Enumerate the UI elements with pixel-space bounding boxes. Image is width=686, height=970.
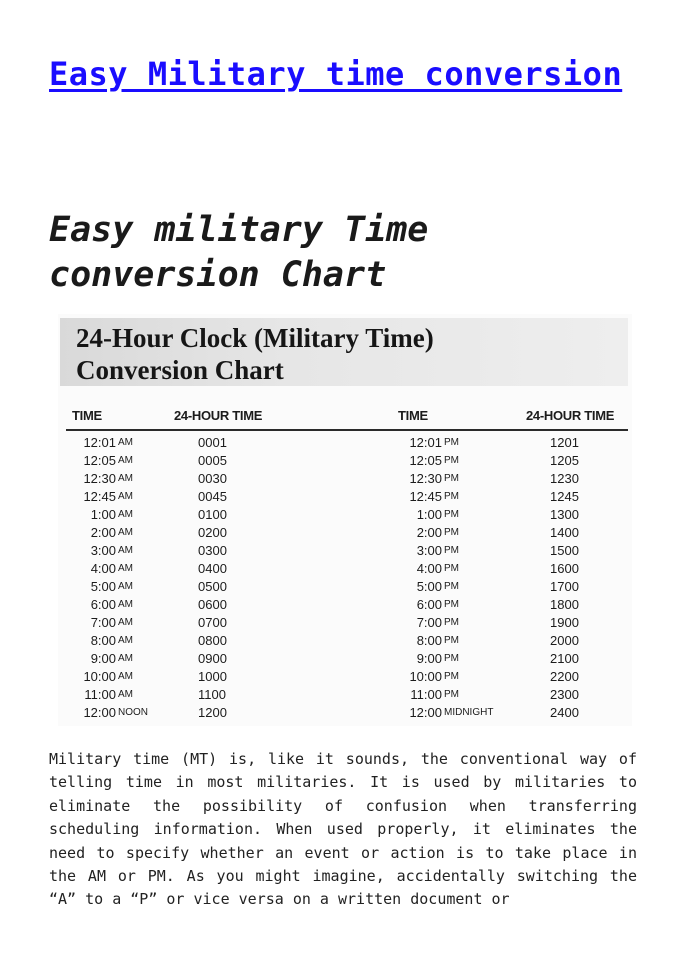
suffix-right: PM xyxy=(444,635,459,646)
military-left: 0700 xyxy=(198,615,227,630)
military-left: 0800 xyxy=(198,633,227,648)
suffix-right: PM xyxy=(444,455,459,466)
suffix-left: AM xyxy=(118,455,133,466)
suffix-right: MIDNIGHT xyxy=(444,707,494,718)
military-right: 2200 xyxy=(550,669,579,684)
time-left: 12:00 xyxy=(83,705,116,720)
conversion-chart-image xyxy=(58,314,632,726)
time-right: 10:00 xyxy=(409,669,442,684)
time-right: 3:00 xyxy=(416,543,442,558)
chart-row xyxy=(58,507,632,525)
time-right: 12:30 xyxy=(409,471,442,486)
suffix-right: PM xyxy=(444,581,459,592)
military-right: 2000 xyxy=(550,633,579,648)
time-left: 1:00 xyxy=(90,507,116,522)
time-right: 8:00 xyxy=(416,633,442,648)
time-right: 11:00 xyxy=(410,687,442,702)
suffix-right: PM xyxy=(444,617,459,628)
chart-row xyxy=(58,687,632,705)
time-left: 5:00 xyxy=(90,579,116,594)
military-right: 1205 xyxy=(550,453,579,468)
military-left: 1000 xyxy=(198,669,227,684)
suffix-left: AM xyxy=(118,473,133,484)
chart-heading-line2: Conversion Chart xyxy=(76,355,284,385)
time-left: 9:00 xyxy=(90,651,116,666)
suffix-right: PM xyxy=(444,545,459,556)
header-divider xyxy=(66,429,628,431)
time-right: 12:45 xyxy=(409,489,442,504)
time-left: 4:00 xyxy=(90,561,116,576)
time-right: 4:00 xyxy=(416,561,442,576)
time-left: 10:00 xyxy=(83,669,116,684)
military-left: 0600 xyxy=(198,597,227,612)
suffix-left: AM xyxy=(118,563,133,574)
time-left: 11:00 xyxy=(84,687,116,702)
military-right: 2300 xyxy=(550,687,579,702)
chart-row xyxy=(58,579,632,597)
military-right: 1900 xyxy=(550,615,579,630)
chart-row xyxy=(58,615,632,633)
military-left: 0300 xyxy=(198,543,227,558)
time-left: 12:01 xyxy=(83,435,116,450)
military-right: 1400 xyxy=(550,525,579,540)
military-left: 1100 xyxy=(198,687,226,702)
military-left: 0200 xyxy=(198,525,227,540)
suffix-right: PM xyxy=(444,563,459,574)
suffix-left: AM xyxy=(118,545,133,556)
body-paragraph: Military time (MT) is, like it sounds, the conventional way of telling time in most militaries. It is used by militaries to eliminate the possibility of confusion when transferring scheduling information. When used properly, it eliminates the need to specify whether an event or action is to take place in the AM or PM. As you might imagine, accidentally switching the “A” to a “P” or vice versa on a written document or xyxy=(49,750,637,909)
suffix-left: AM xyxy=(118,617,133,628)
suffix-left: AM xyxy=(118,689,133,700)
suffix-left: AM xyxy=(118,581,133,592)
chart-row xyxy=(58,525,632,543)
time-right: 6:00 xyxy=(416,597,442,612)
military-right: 1230 xyxy=(550,471,579,486)
chart-banner xyxy=(60,318,628,386)
suffix-left: AM xyxy=(118,599,133,610)
suffix-left: AM xyxy=(118,491,133,502)
time-right: 12:05 xyxy=(409,453,442,468)
time-left: 8:00 xyxy=(90,633,116,648)
chart-rows xyxy=(58,435,632,723)
military-right: 2400 xyxy=(550,705,579,720)
col-header-24hr-left: 24-HOUR TIME xyxy=(174,408,263,423)
chart-row xyxy=(58,453,632,471)
suffix-left: AM xyxy=(118,671,133,682)
military-left: 0900 xyxy=(198,651,227,666)
chart-row xyxy=(58,597,632,615)
suffix-left: AM xyxy=(118,527,133,538)
military-right: 1600 xyxy=(550,561,579,576)
suffix-left: AM xyxy=(118,653,133,664)
military-right: 1245 xyxy=(550,489,579,504)
time-right: 12:00 xyxy=(409,705,442,720)
military-left: 0030 xyxy=(198,471,227,486)
suffix-right: PM xyxy=(444,527,459,538)
time-left: 2:00 xyxy=(90,525,116,540)
time-left: 12:05 xyxy=(83,453,116,468)
chart-row xyxy=(58,651,632,669)
time-left: 6:00 xyxy=(90,597,116,612)
suffix-right: PM xyxy=(444,653,459,664)
chart-heading xyxy=(76,322,434,386)
time-right: 12:01 xyxy=(409,435,442,450)
military-left: 0045 xyxy=(198,489,227,504)
time-left: 12:30 xyxy=(83,471,116,486)
time-right: 9:00 xyxy=(416,651,442,666)
military-left: 0005 xyxy=(198,453,227,468)
military-right: 1700 xyxy=(550,579,579,594)
military-right: 1201 xyxy=(550,435,579,450)
military-left: 0001 xyxy=(198,435,227,450)
chart-heading-line1: 24-Hour Clock (Military Time) xyxy=(76,323,434,353)
post-title-link[interactable]: Easy Military time conversion xyxy=(49,55,623,93)
chart-row xyxy=(58,633,632,651)
suffix-right: PM xyxy=(444,509,459,520)
time-left: 7:00 xyxy=(90,615,116,630)
suffix-left: AM xyxy=(118,509,133,520)
time-left: 3:00 xyxy=(90,543,116,558)
chart-row xyxy=(58,543,632,561)
suffix-right: PM xyxy=(444,671,459,682)
suffix-left: AM xyxy=(118,635,133,646)
military-right: 1500 xyxy=(550,543,579,558)
military-right: 1300 xyxy=(550,507,579,522)
chart-row xyxy=(58,561,632,579)
military-right: 1800 xyxy=(550,597,579,612)
suffix-right: PM xyxy=(444,473,459,484)
military-right: 2100 xyxy=(550,651,579,666)
chart-row xyxy=(58,435,632,453)
time-right: 7:00 xyxy=(416,615,442,630)
chart-row xyxy=(58,669,632,687)
suffix-left: AM xyxy=(118,437,133,448)
col-header-time-left: TIME xyxy=(72,408,102,423)
suffix-right: PM xyxy=(444,437,459,448)
military-left: 0500 xyxy=(198,579,227,594)
time-right: 1:00 xyxy=(416,507,442,522)
military-left: 1200 xyxy=(198,705,227,720)
military-left: 0100 xyxy=(198,507,227,522)
col-header-24hr-right: 24-HOUR TIME xyxy=(526,408,615,423)
time-right: 2:00 xyxy=(416,525,442,540)
col-header-time-right: TIME xyxy=(398,408,428,423)
chart-row xyxy=(58,705,632,723)
entry-title: Easy military Time conversion Chart xyxy=(49,210,429,295)
military-left: 0400 xyxy=(198,561,227,576)
suffix-right: PM xyxy=(444,689,459,700)
time-right: 5:00 xyxy=(416,579,442,594)
suffix-right: PM xyxy=(444,491,459,502)
chart-row xyxy=(58,489,632,507)
suffix-left: NOON xyxy=(118,707,148,718)
chart-row xyxy=(58,471,632,489)
time-left: 12:45 xyxy=(83,489,116,504)
suffix-right: PM xyxy=(444,599,459,610)
